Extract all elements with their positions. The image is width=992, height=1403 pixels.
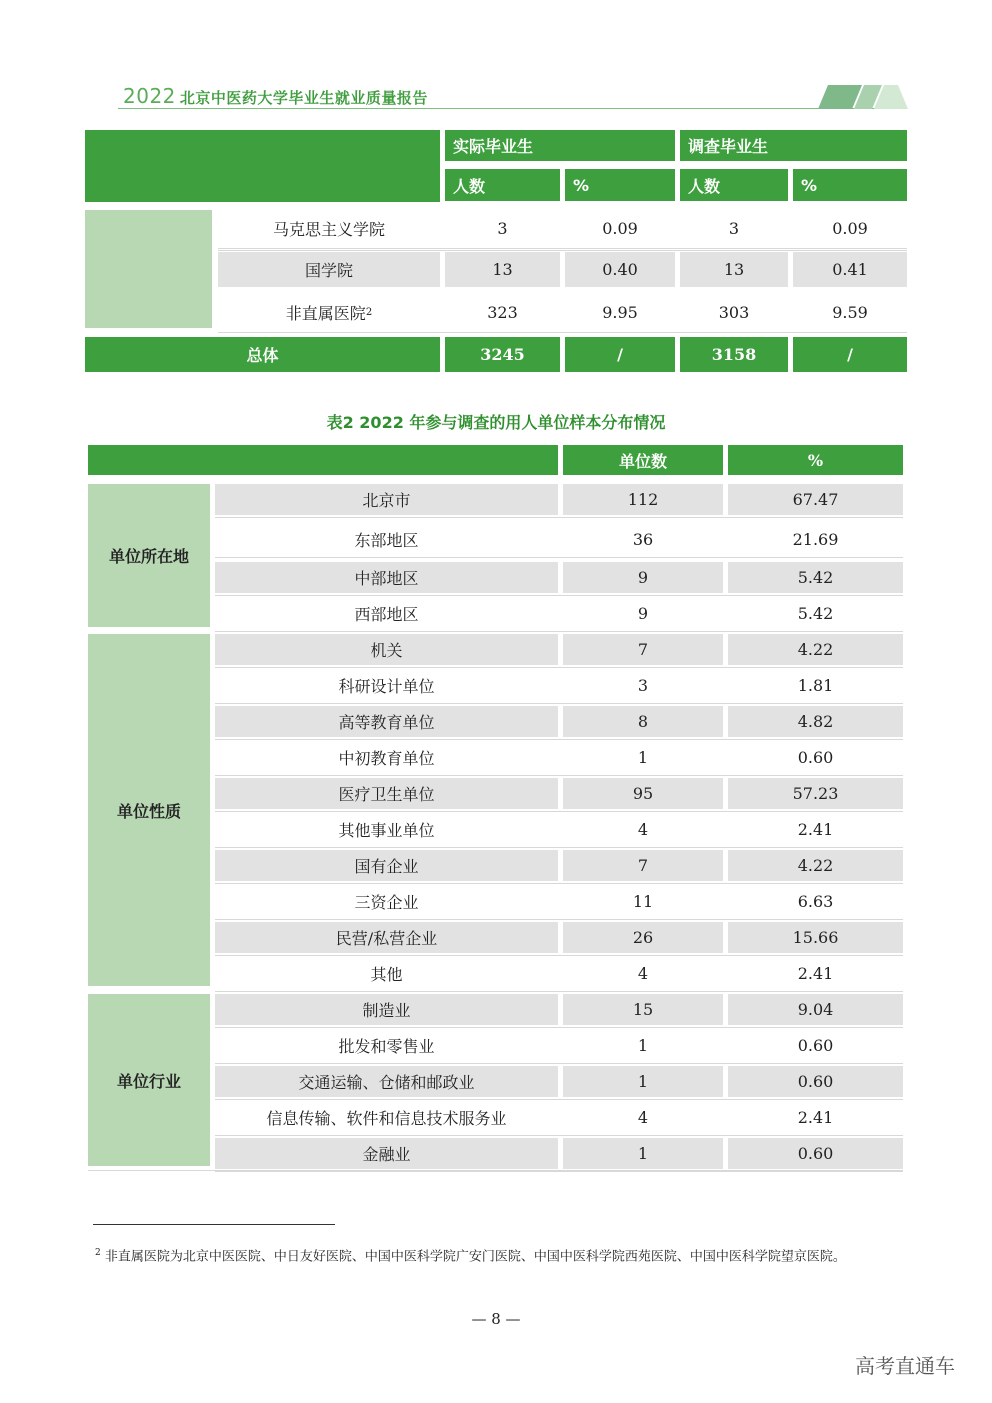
unit-count: 7	[563, 850, 723, 881]
header-decoration-icon	[818, 85, 910, 109]
col-header-count: 人数	[445, 169, 560, 201]
survey-pct: 0.09	[793, 210, 907, 246]
unit-count: 11	[563, 886, 723, 917]
row-name: 机关	[215, 634, 558, 665]
row-name: 金融业	[215, 1138, 558, 1169]
row-divider	[215, 667, 903, 668]
header-blank	[85, 130, 440, 202]
group-label: 单位行业	[88, 994, 210, 1166]
row-name: 信息传输、软件和信息技术服务业	[215, 1102, 558, 1133]
unit-pct: 5.42	[728, 598, 903, 629]
row-divider	[215, 739, 903, 740]
row-divider	[218, 248, 907, 249]
row-divider	[215, 883, 903, 884]
row-divider	[215, 1027, 903, 1028]
unit-count: 9	[563, 562, 723, 593]
col-header-pct: %	[793, 169, 907, 201]
unit-pct: 0.60	[728, 1138, 903, 1169]
group-label: 单位性质	[88, 634, 210, 986]
row-name	[218, 294, 440, 330]
row-name: 北京市	[215, 484, 558, 515]
header-divider	[118, 108, 898, 109]
unit-count: 1	[563, 1030, 723, 1061]
survey-count: 303	[680, 294, 788, 330]
survey-pct: 0.41	[793, 252, 907, 287]
unit-count: 1	[563, 1066, 723, 1097]
row-divider	[215, 517, 903, 518]
row-divider	[215, 1135, 903, 1136]
row-name	[218, 252, 440, 287]
footnote-text: 非直属医院为北京中医医院、中日友好医院、中国中医科学院广安门医院、中国中医科学院西苑医院、中国中医科学院望京医院。	[104, 1249, 846, 1265]
unit-pct: 21.69	[728, 524, 903, 555]
unit-count: 112	[563, 484, 723, 515]
survey-count: 13	[680, 252, 788, 287]
unit-pct: 0.60	[728, 742, 903, 773]
unit-pct: 9.04	[728, 994, 903, 1025]
total-survey-pct: /	[793, 337, 907, 372]
col-header-pct: %	[728, 445, 903, 475]
actual-count: 13	[445, 252, 560, 287]
row-name: 三资企业	[215, 886, 558, 917]
row-name: 制造业	[215, 994, 558, 1025]
col-header-count: 人数	[680, 169, 788, 201]
row-divider	[215, 1171, 903, 1172]
row-name: 西部地区	[215, 598, 558, 629]
total-actual-count: 3245	[445, 337, 560, 372]
row-name: 中初教育单位	[215, 742, 558, 773]
row-divider	[218, 332, 907, 333]
row-divider	[215, 631, 903, 632]
row-name: 其他	[215, 958, 558, 989]
page-number: — 8 —	[471, 1310, 521, 1328]
unit-count: 9	[563, 598, 723, 629]
row-name: 医疗卫生单位	[215, 778, 558, 809]
unit-count: 95	[563, 778, 723, 809]
total-label: 总体	[85, 337, 440, 372]
footnote-mark: 2	[95, 1248, 101, 1258]
unit-pct: 2.41	[728, 1102, 903, 1133]
college-name: 非直属医院	[285, 303, 366, 323]
row-divider	[215, 919, 903, 920]
unit-count: 36	[563, 524, 723, 555]
total-survey-count: 3158	[680, 337, 788, 372]
unit-pct: 57.23	[728, 778, 903, 809]
footnote	[95, 1241, 895, 1269]
unit-pct: 2.41	[728, 814, 903, 845]
row-divider	[215, 703, 903, 704]
unit-pct: 2.41	[728, 958, 903, 989]
header-title: 北京中医药大学毕业生就业质量报告	[179, 89, 428, 107]
footnote-ref: 2	[365, 306, 373, 318]
row-name	[218, 210, 440, 246]
row-divider	[215, 991, 903, 992]
actual-count: 3	[445, 210, 560, 246]
category-cell	[85, 210, 212, 328]
unit-pct: 4.22	[728, 850, 903, 881]
row-name: 高等教育单位	[215, 706, 558, 737]
survey-pct: 9.59	[793, 294, 907, 330]
unit-pct: 4.22	[728, 634, 903, 665]
unit-count: 26	[563, 922, 723, 953]
row-divider	[215, 811, 903, 812]
table2-title: 表2 2022 年参与调查的用人单位样本分布情况	[326, 413, 666, 432]
group-header-actual: 实际毕业生	[445, 130, 675, 161]
row-divider	[215, 955, 903, 956]
actual-pct: 0.40	[565, 252, 675, 287]
row-divider	[88, 1170, 903, 1171]
unit-pct: 1.81	[728, 670, 903, 701]
unit-count: 7	[563, 634, 723, 665]
survey-count: 3	[680, 210, 788, 246]
row-divider	[215, 595, 903, 596]
actual-pct: 9.95	[565, 294, 675, 330]
header-year: 2022	[123, 84, 176, 108]
unit-pct: 4.82	[728, 706, 903, 737]
row-name: 交通运输、仓储和邮政业	[215, 1066, 558, 1097]
unit-pct: 6.63	[728, 886, 903, 917]
row-divider	[215, 1063, 903, 1064]
row-name: 其他事业单位	[215, 814, 558, 845]
unit-pct: 15.66	[728, 922, 903, 953]
watermark: 高考直通车	[855, 1354, 955, 1378]
row-name: 民营/私营企业	[215, 922, 558, 953]
unit-count: 4	[563, 958, 723, 989]
row-divider	[215, 847, 903, 848]
row-name: 科研设计单位	[215, 670, 558, 701]
unit-count: 8	[563, 706, 723, 737]
header-blank	[88, 445, 558, 475]
group-header-survey: 调查毕业生	[680, 130, 907, 161]
unit-count: 4	[563, 1102, 723, 1133]
actual-pct: 0.09	[565, 210, 675, 246]
college-name: 国学院	[304, 261, 353, 280]
unit-pct: 67.47	[728, 484, 903, 515]
unit-pct: 0.60	[728, 1066, 903, 1097]
row-divider	[215, 1099, 903, 1100]
row-name: 批发和零售业	[215, 1030, 558, 1061]
col-header-pct: %	[565, 169, 675, 201]
unit-pct: 0.60	[728, 1030, 903, 1061]
footnote-divider	[93, 1224, 335, 1225]
row-name: 中部地区	[215, 562, 558, 593]
row-name: 国有企业	[215, 850, 558, 881]
unit-count: 3	[563, 670, 723, 701]
row-divider	[215, 775, 903, 776]
row-divider	[215, 557, 903, 558]
unit-count: 4	[563, 814, 723, 845]
total-actual-pct: /	[565, 337, 675, 372]
unit-count: 1	[563, 742, 723, 773]
group-label: 单位所在地	[88, 484, 210, 627]
row-divider	[218, 250, 907, 251]
report-header	[123, 84, 428, 108]
col-header-units: 单位数	[563, 445, 723, 475]
unit-pct: 5.42	[728, 562, 903, 593]
actual-count: 323	[445, 294, 560, 330]
unit-count: 1	[563, 1138, 723, 1169]
college-name: 马克思主义学院	[272, 219, 385, 239]
unit-count: 15	[563, 994, 723, 1025]
row-name: 东部地区	[215, 524, 558, 555]
